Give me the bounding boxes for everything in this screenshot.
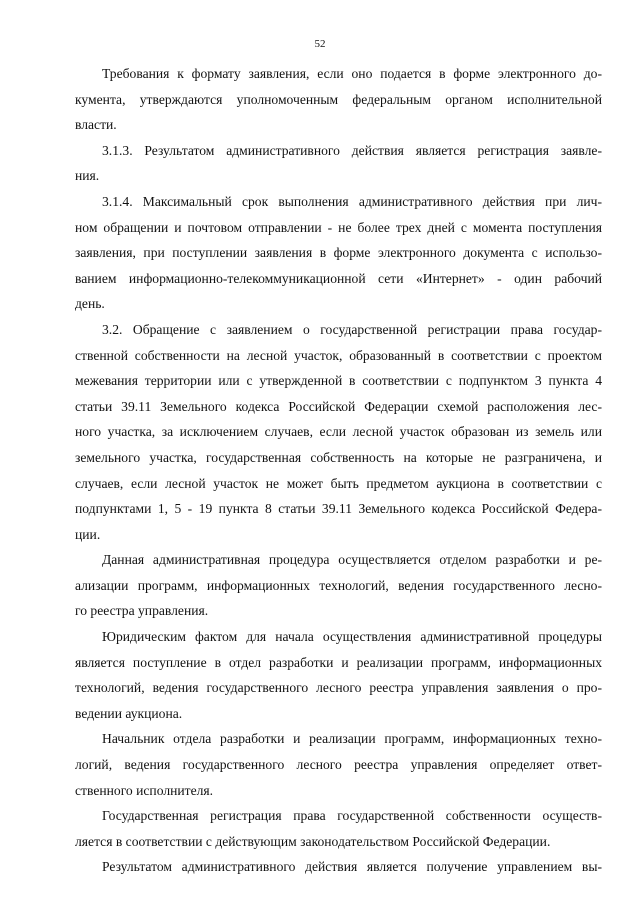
text-line: Требования к формату заявления, если оно подается в форме электронного до-	[102, 66, 602, 81]
text-line: ного участка, за исключением случаев, если лесной участок образован из земель или	[75, 424, 602, 440]
paragraph	[75, 317, 602, 547]
paragraph	[75, 803, 602, 854]
text-line: межевания территории или с утвержденной в соответствии с подпунктом 3 пункта 4	[75, 373, 602, 389]
text-line: го реестра управления.	[75, 603, 209, 619]
text-line: статьи 39.11 Земельного кодекса Российской Федерации схемой расположения лес-	[75, 398, 602, 414]
text-line: Результатом административного действия является получение управлением вы-	[102, 859, 602, 875]
text-line: подпунктами 1, 5 - 19 пункта 8 статьи 39.11 Земельного кодекса Российской Федера-	[75, 501, 602, 517]
text-line: Юридическим фактом для начала осуществления административной процедуры	[102, 629, 602, 645]
text-line: ализации программ, информационных технологий, ведения государственного лесно-	[75, 577, 602, 593]
text-line: логий, ведения государственного лесного реестра управления определяет ответ-	[75, 757, 602, 773]
paragraph	[75, 189, 602, 317]
text-line: ции.	[75, 526, 101, 542]
paragraph	[75, 726, 602, 803]
paragraph	[75, 61, 602, 138]
text-line: является поступление в отдел разработки и реализации программ, информационных	[75, 654, 602, 670]
text-line: день.	[75, 296, 105, 312]
text-line: ведении аукциона.	[75, 705, 183, 721]
text-line: ванием информационно-телекоммуникационной сети «Интернет» - один рабочий	[75, 270, 602, 286]
text-line: ственной собственности на лесной участок, образованный в соответствии с проектом	[75, 347, 602, 363]
text-line: ния.	[75, 168, 100, 184]
text-line: ственного исполнителя.	[75, 782, 214, 798]
paragraph	[75, 547, 602, 624]
text-line: ляется в соответствии с действующим законодательством Российской Федерации.	[75, 833, 551, 849]
text-line: случаев, если лесной участок не может быть предметом аукциона в соответствии с	[75, 475, 602, 491]
text-line: власти.	[75, 117, 117, 133]
paragraph	[75, 624, 602, 726]
text-line: Государственная регистрация права государственной собственности осуществ-	[102, 808, 602, 824]
text-line: ном обращении и почтовом отправлении - не более трех дней с момента поступления	[75, 219, 602, 235]
text-line: технологий, ведения государственного лесного реестра управления заявления о про-	[75, 680, 602, 696]
text-line: кумента, утверждаются уполномоченным федеральным органом исполнительной	[75, 91, 602, 107]
text-line: 3.1.4. Максимальный срок выполнения административного действия при лич-	[102, 193, 602, 209]
text-line: 3.2. Обращение с заявлением о государственной регистрации права государ-	[102, 321, 602, 337]
text-line: заявления, при поступлении заявления в форме электронного документа с использо-	[75, 245, 602, 261]
paragraph	[75, 138, 602, 189]
paragraph	[75, 854, 602, 880]
text-line: земельного участка, государственная собственность на которые не разграничена, и	[75, 449, 602, 465]
text-line: Данная административная процедура осуществляется отделом разработки и ре-	[102, 552, 602, 568]
document-body	[75, 61, 602, 880]
page-number: 52	[314, 38, 326, 50]
text-line: Начальник отдела разработки и реализации программ, информационных техно-	[102, 731, 602, 747]
text-line: 3.1.3. Результатом административного действия является регистрация заявле-	[102, 142, 602, 158]
